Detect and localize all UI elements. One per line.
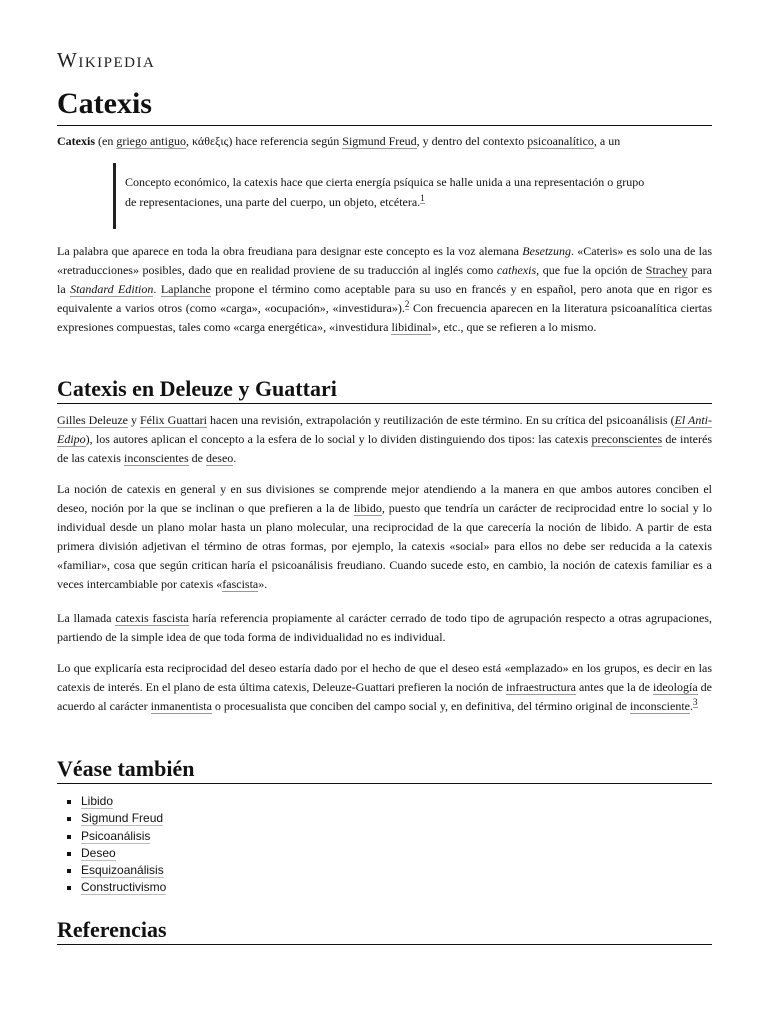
blockquote xyxy=(113,163,656,229)
paragraph-deleuze-2: La noción de catexis en general y en sus divisiones se comprende mejor atendiendo a la manera en que ambos autores conciben el deseo, noción por la que se inclinan o que prefieren a la de libido, puesto que tendría un carácter de reciprocidad entre lo social y lo individual desde un plano molar hasta un plano molecular, una reciprocidad de la que carecería la noción de libido. A partir de esta primera división adjetivan el término de otras formas, por ejemplo, la catexis «social» para ellos no debe ser reducida a la catexis «familiar», cosa que según critican haría el psicoanálisis freudiano. Cuando sucede esto, en cambio, la noción de catexis familiar es a veces intercambiable por catexis «fascista». xyxy=(57,482,712,591)
paragraph-deleuze-1: Gilles Deleuze y Félix Guattari hacen una revisión, extrapolación y reutilización de este término. En su crítica del psicoanálisis (El Anti-Edipo), los autores aplican el concepto a la esfera de lo social y lo dividen distinguiendo dos tipos: las catexis preconscientes de interés de las catexis inconscientes de deseo. xyxy=(57,413,713,465)
link-el-anti-edipo[interactable]: El Anti-Edipo xyxy=(57,413,713,446)
wikipedia-wordmark[interactable]: Wikipedia xyxy=(57,48,156,72)
section-heading-referencias: Referencias xyxy=(57,917,712,945)
link-catexis-fascista[interactable]: catexis fascista xyxy=(115,611,189,625)
section-heading-vease-tambien: Véase también xyxy=(57,756,712,784)
quote-text: Concepto económico, la catexis hace que cierta energía psíquica se halle unida a una representación o grupo de representaciones, una parte del cuerpo, un objeto, etcétera.$^1$ xyxy=(125,175,645,209)
link-sigmund-freud[interactable]: Sigmund Freud xyxy=(342,134,417,148)
link-libidinal[interactable]: libidinal xyxy=(391,320,432,334)
link-standard-edition[interactable]: Standard Edition xyxy=(70,282,154,296)
reference-2[interactable]: 2 xyxy=(404,299,410,309)
list-item xyxy=(67,810,166,827)
link-fascista[interactable]: fascista xyxy=(222,577,259,591)
bullet-icon xyxy=(67,886,71,890)
reference-1[interactable]: 1 xyxy=(420,193,425,203)
intro-paragraph: Catexis (en griego antiguo, κάθεξις) hace referencia según Sigmund Freud, y dentro del contexto psicoanalítico, a un xyxy=(57,134,621,148)
list-item xyxy=(67,845,166,862)
paragraph-deleuze-4: Lo que explicaría esta reciprocidad del deseo estaría dado por el hecho de que el deseo está «emplazado» en los grupos, es decir en las catexis de interés. En el plano de esta última catexis, Deleuze-Guattari prefieren la noción de infraestructura antes que la de ideología de acuerdo al carácter inmanentista o procesualista que conciben del campo social y, en definitiva, del término original de inconsciente.$^3$ xyxy=(57,661,713,713)
link-see-also-constructivismo[interactable]: Constructivismo xyxy=(81,880,167,895)
link-see-also-deseo[interactable]: Deseo xyxy=(81,845,116,860)
link-see-also-libido[interactable]: Libido xyxy=(81,794,114,808)
intro-term: Catexis xyxy=(57,134,95,148)
link-infraestructura[interactable]: infraestructura xyxy=(506,680,576,694)
link-deseo[interactable]: deseo xyxy=(205,451,234,465)
link-psicoanalitico[interactable]: psicoanalítico xyxy=(527,134,594,148)
link-griego-antiguo[interactable]: griego antiguo xyxy=(116,134,186,148)
paragraph-besetzung: La palabra que aparece en toda la obra freudiana para designar este concepto es la voz alemana Besetzung. «Cateris» es solo una de las «retraducciones» posibles, dado que en realidad proviene de su traducción al inglés como cathexis, que fue la opción de Strachey para la Standard Edition. Laplanche propone el término como aceptable para su uso en francés y en español, pero anota que en rigor es equivalente a varios otros (como «carga», «ocupación», «investidura»).$^2$ Con frecuencia aparecen en la literatura psicoanalítica ciertas expresiones compuestas, tales como «carga energética», «investidura libidinal», etc., que se refieren a lo mismo. xyxy=(57,244,713,334)
list-item xyxy=(67,793,166,810)
link-see-also-sigmund-freud[interactable]: Sigmund Freud xyxy=(81,811,164,826)
link-libido[interactable]: libido xyxy=(353,501,382,515)
link-laplanche[interactable]: Laplanche xyxy=(160,282,211,296)
link-inmanentista[interactable]: inmanentista xyxy=(150,699,212,713)
link-gilles-deleuze[interactable]: Gilles Deleuze xyxy=(57,413,128,427)
link-inconscientes[interactable]: inconscientes xyxy=(123,451,189,465)
link-inconsciente[interactable]: inconsciente xyxy=(630,699,690,713)
bullet-icon xyxy=(67,817,71,821)
link-ideologia[interactable]: ideología xyxy=(653,680,698,694)
bullet-icon xyxy=(67,869,71,873)
reference-3[interactable]: 3 xyxy=(693,697,698,707)
link-felix-guattari[interactable]: Félix Guattari xyxy=(140,413,207,427)
page-title: Catexis xyxy=(57,84,712,126)
link-see-also-psicoanalisis[interactable]: Psicoanálisis xyxy=(81,828,151,843)
see-also-list xyxy=(67,793,166,897)
list-item xyxy=(67,862,166,879)
link-see-also-esquizoanalisis[interactable]: Esquizoanálisis xyxy=(81,863,164,878)
link-strachey[interactable]: Strachey xyxy=(645,263,688,277)
list-item xyxy=(67,828,166,845)
list-item xyxy=(67,879,166,896)
bullet-icon xyxy=(67,852,71,856)
bullet-icon xyxy=(67,835,71,839)
paragraph-deleuze-3: La llamada catexis fascista haría referencia propiamente al carácter cerrado de todo tipo de agrupación respecto a otras agrupaciones, partiendo de la simple idea de que toda forma de individualidad no es individual. xyxy=(57,611,712,644)
link-preconscientes[interactable]: preconscientes xyxy=(591,432,663,446)
bullet-icon xyxy=(67,800,71,804)
section-heading-deleuze-guattari: Catexis en Deleuze y Guattari xyxy=(57,376,712,404)
